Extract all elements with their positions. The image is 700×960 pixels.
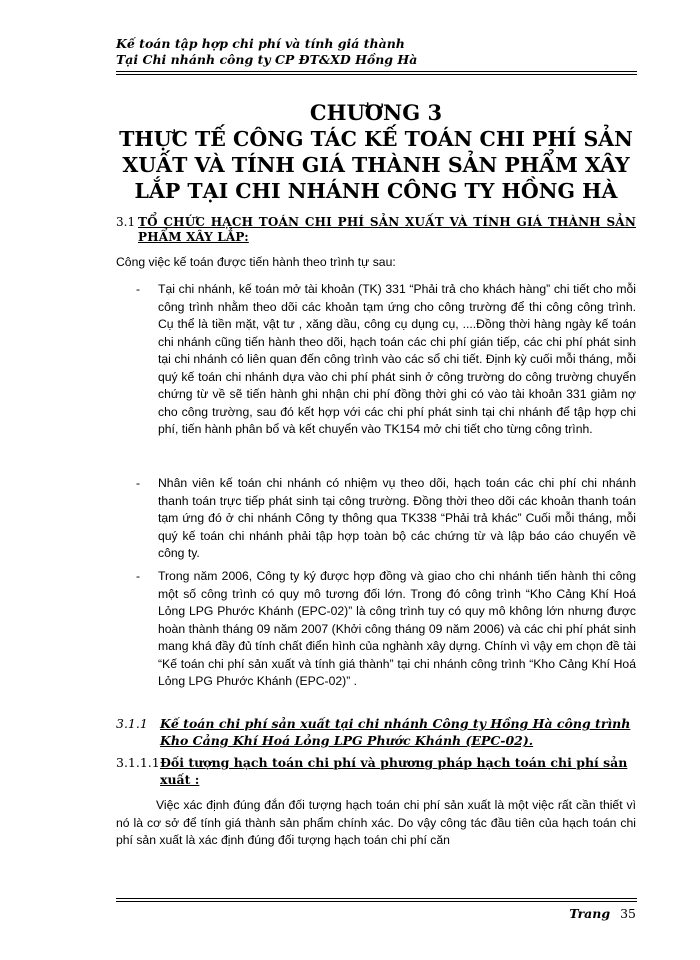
section-title: Đối tượng hạch toán chi phí và phương pháp hạch toán chi phí sản xuất : — [160, 755, 628, 787]
section-title: TỔ CHỨC HẠCH TOÁN CHI PHÍ SẢN XUẤT VÀ TÍNH GIÁ THÀNH SẢN PHẨM XÂY LẮP: — [138, 215, 636, 244]
header-line-2: Tại Chi nhánh công ty CP ĐT&XD Hồng Hà — [116, 52, 418, 67]
body-paragraph: Việc xác định đúng đắn đối tượng hạch toán chi phí sản xuất là một việc rất cần thiết vì nó là cơ sở để tính giá thành sản phẩm chính xác. Do vậy công tác đầu tiên của hạch toán chi phí sản xuất là xác định đúng đối tượng hạch toán chi phí căn — [116, 798, 636, 847]
header-rule-thin — [116, 74, 637, 75]
section-number: 3.1 — [116, 215, 136, 229]
chapter-label: CHƯƠNG 3 — [309, 100, 443, 125]
footer-label: Trang — [569, 906, 611, 921]
page-header — [116, 36, 636, 68]
chapter-title: THỰC TẾ CÔNG TÁC KẾ TOÁN CHI PHÍ SẢN XUẤT VÀ TÍNH GIÁ THÀNH SẢN PHẨM XÂY LẮP TẠI CHI NHÁNH CÔNG TY HỒNG HÀ — [119, 127, 633, 203]
intro-text: Công việc kế toán được tiến hành theo trình tự sau: — [116, 255, 396, 269]
bullet-text: Tại chi nhánh, kế toán mở tài khoản (TK) 331 “Phải trả cho khách hàng” chi tiết cho mỗi công trình nhằm theo dõi các khoản tạm ứng cho công trường để thi công công trình. Cụ thể là tiền mặt, vật tư , xăng dầu, công cụ dụng cụ, ....Đồng thời hàng ngày kế toán chi nhánh cũng tiến hành theo dõi, hạch toán các chi phí gián tiếp, các chi phí phát sinh tại chi nhánh có liên quan đến công trình vào các sổ chi tiết. Định kỳ cuối mỗi tháng, mỗi quý kế toán chi nhánh dựa vào chi phí phát sinh ở công trường do công trường chuyển chứng từ về sẽ tiến hành ghi nhận chi phí đồng thời ghi có vào tài khoản 331 giảm nợ cho công trường, sau đó kết hợp với các chi phí phát sinh tại chi nhánh để tập hợp chi phí, tiến hành phân bổ và kết chuyển vào TK154 mở chi tiết cho từng công trình. — [158, 282, 636, 436]
footer-rule-thin — [116, 901, 637, 902]
section-number: 3.1.1 — [116, 716, 148, 731]
bullet-text: Nhân viên kế toán chi nhánh có nhiệm vụ theo dõi, hạch toán các chi phí chi nhánh thanh toán trực tiếp phát sinh tại công trường. Đồng thời theo dõi các khoản thanh toán tạm ứng đó ở chi nhánh Công ty thông qua TK338 “Phải trả khác” Cuối mỗi tháng, mỗi quý kế toán chi nhánh phải tập hợp toàn bộ các chứng từ và lập báo cáo chuyển về công ty. — [158, 476, 636, 560]
page-footer — [569, 906, 636, 921]
section-number: 3.1.1.1 — [116, 755, 160, 770]
footer-rule — [116, 898, 637, 899]
header-rule — [116, 71, 637, 72]
dash-bullet-icon: - — [136, 282, 141, 296]
dash-bullet-icon: - — [136, 476, 141, 490]
section-title: Kế toán chi phí sản xuất tại chi nhánh Công ty Hồng Hà công trình Kho Cảng Khí Hoá Lỏng LPG Phước Khánh (EPC-02). — [160, 716, 631, 748]
bullet-text: Trong năm 2006, Công ty ký được hợp đồng và giao cho chi nhánh tiến hành thi công một số công trình có quy mô tương đối lớn. Trong đó công trình “Kho Cảng Khí Hoá Lỏng LPG Phước Khánh (EPC-02)” là công trình tuy có quy mô không lớn nhưng được hoàn thành tháng 09 năm 2007 (Khởi công tháng 09 năm 2006) và các chi phí phát sinh mang khá đầy đủ tính chất điển hình của nghành xây dựng. Chính vì vậy em chọn đề tài “Kế toán chi phí sản xuất và tính giá thành” tại chi nhánh công trình “Kho Cảng Khí Hoá Lỏng LPG Phước Khánh (EPC-02)” . — [158, 569, 636, 688]
dash-bullet-icon: - — [136, 569, 141, 583]
header-line-1: Kế toán tập hợp chi phí và tính giá thành — [116, 36, 405, 51]
page-number: 35 — [620, 906, 636, 921]
